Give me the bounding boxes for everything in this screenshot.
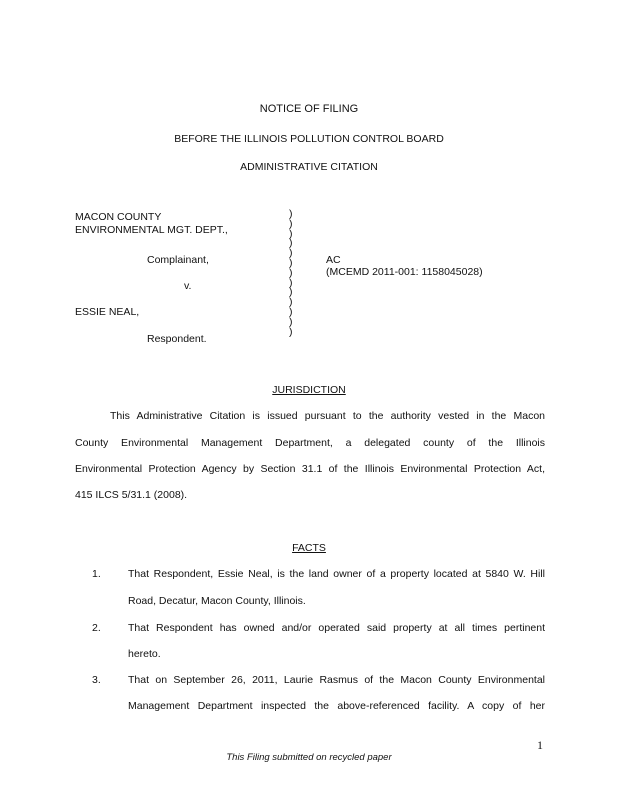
caption-parenthesis-column: ) ) ) ) ) ) ) ) ) ) ) ) ) (289, 208, 293, 338)
fact-1-line2: Road, Decatur, Macon County, Illinois. (128, 595, 306, 607)
fact-3-line2: Management Department inspected the above-referenced facility. A copy of her (128, 700, 545, 712)
fact-2-line2: hereto. (128, 648, 161, 660)
jurisdiction-heading (0, 384, 618, 396)
facts-heading-text: FACTS (292, 542, 326, 554)
party2-name: ESSIE NEAL, (75, 306, 140, 318)
versus-label: v. (184, 280, 192, 292)
board-heading: BEFORE THE ILLINOIS POLLUTION CONTROL BOARD (174, 133, 444, 145)
jurisdiction-line-2: County Environmental Management Department, a delegated county of the Illinois (75, 437, 545, 449)
jurisdiction-line-1: This Administrative Citation is issued pursuant to the authority vested in the Macon (110, 410, 545, 422)
fact-2-number: 2. (92, 622, 101, 634)
fact-1-line1: That Respondent, Essie Neal, is the land owner of a property located at 5840 W. Hill (128, 568, 545, 580)
jurisdiction-heading-text: JURISDICTION (272, 384, 346, 396)
case-ac: AC (326, 254, 341, 266)
citation-heading: ADMINISTRATIVE CITATION (240, 161, 378, 173)
complainant-label: Complainant, (147, 254, 209, 266)
jurisdiction-line-4: 415 ILCS 5/31.1 (2008). (75, 489, 188, 501)
fact-3-line1: That on September 26, 2011, Laurie Rasmus of the Macon County Environmental (128, 674, 545, 686)
party1-line2: ENVIRONMENTAL MGT. DEPT., (75, 224, 228, 236)
party1-line1: MACON COUNTY (75, 211, 162, 223)
notice-title: NOTICE OF FILING (259, 103, 359, 115)
facts-heading (0, 542, 618, 554)
recycled-paper-note: This Filing submitted on recycled paper (226, 752, 392, 763)
fact-3-number: 3. (92, 674, 101, 686)
page-number: 1 (537, 738, 543, 752)
jurisdiction-line-3: Environmental Protection Agency by Section 31.1 of the Illinois Environmental Protection Act, (75, 463, 545, 475)
fact-2-line1: That Respondent has owned and/or operated said property at all times pertinent (128, 622, 545, 634)
case-number: (MCEMD 2011-001: 1158045028) (326, 266, 483, 278)
respondent-label: Respondent. (147, 333, 207, 345)
fact-1-number: 1. (92, 568, 101, 580)
